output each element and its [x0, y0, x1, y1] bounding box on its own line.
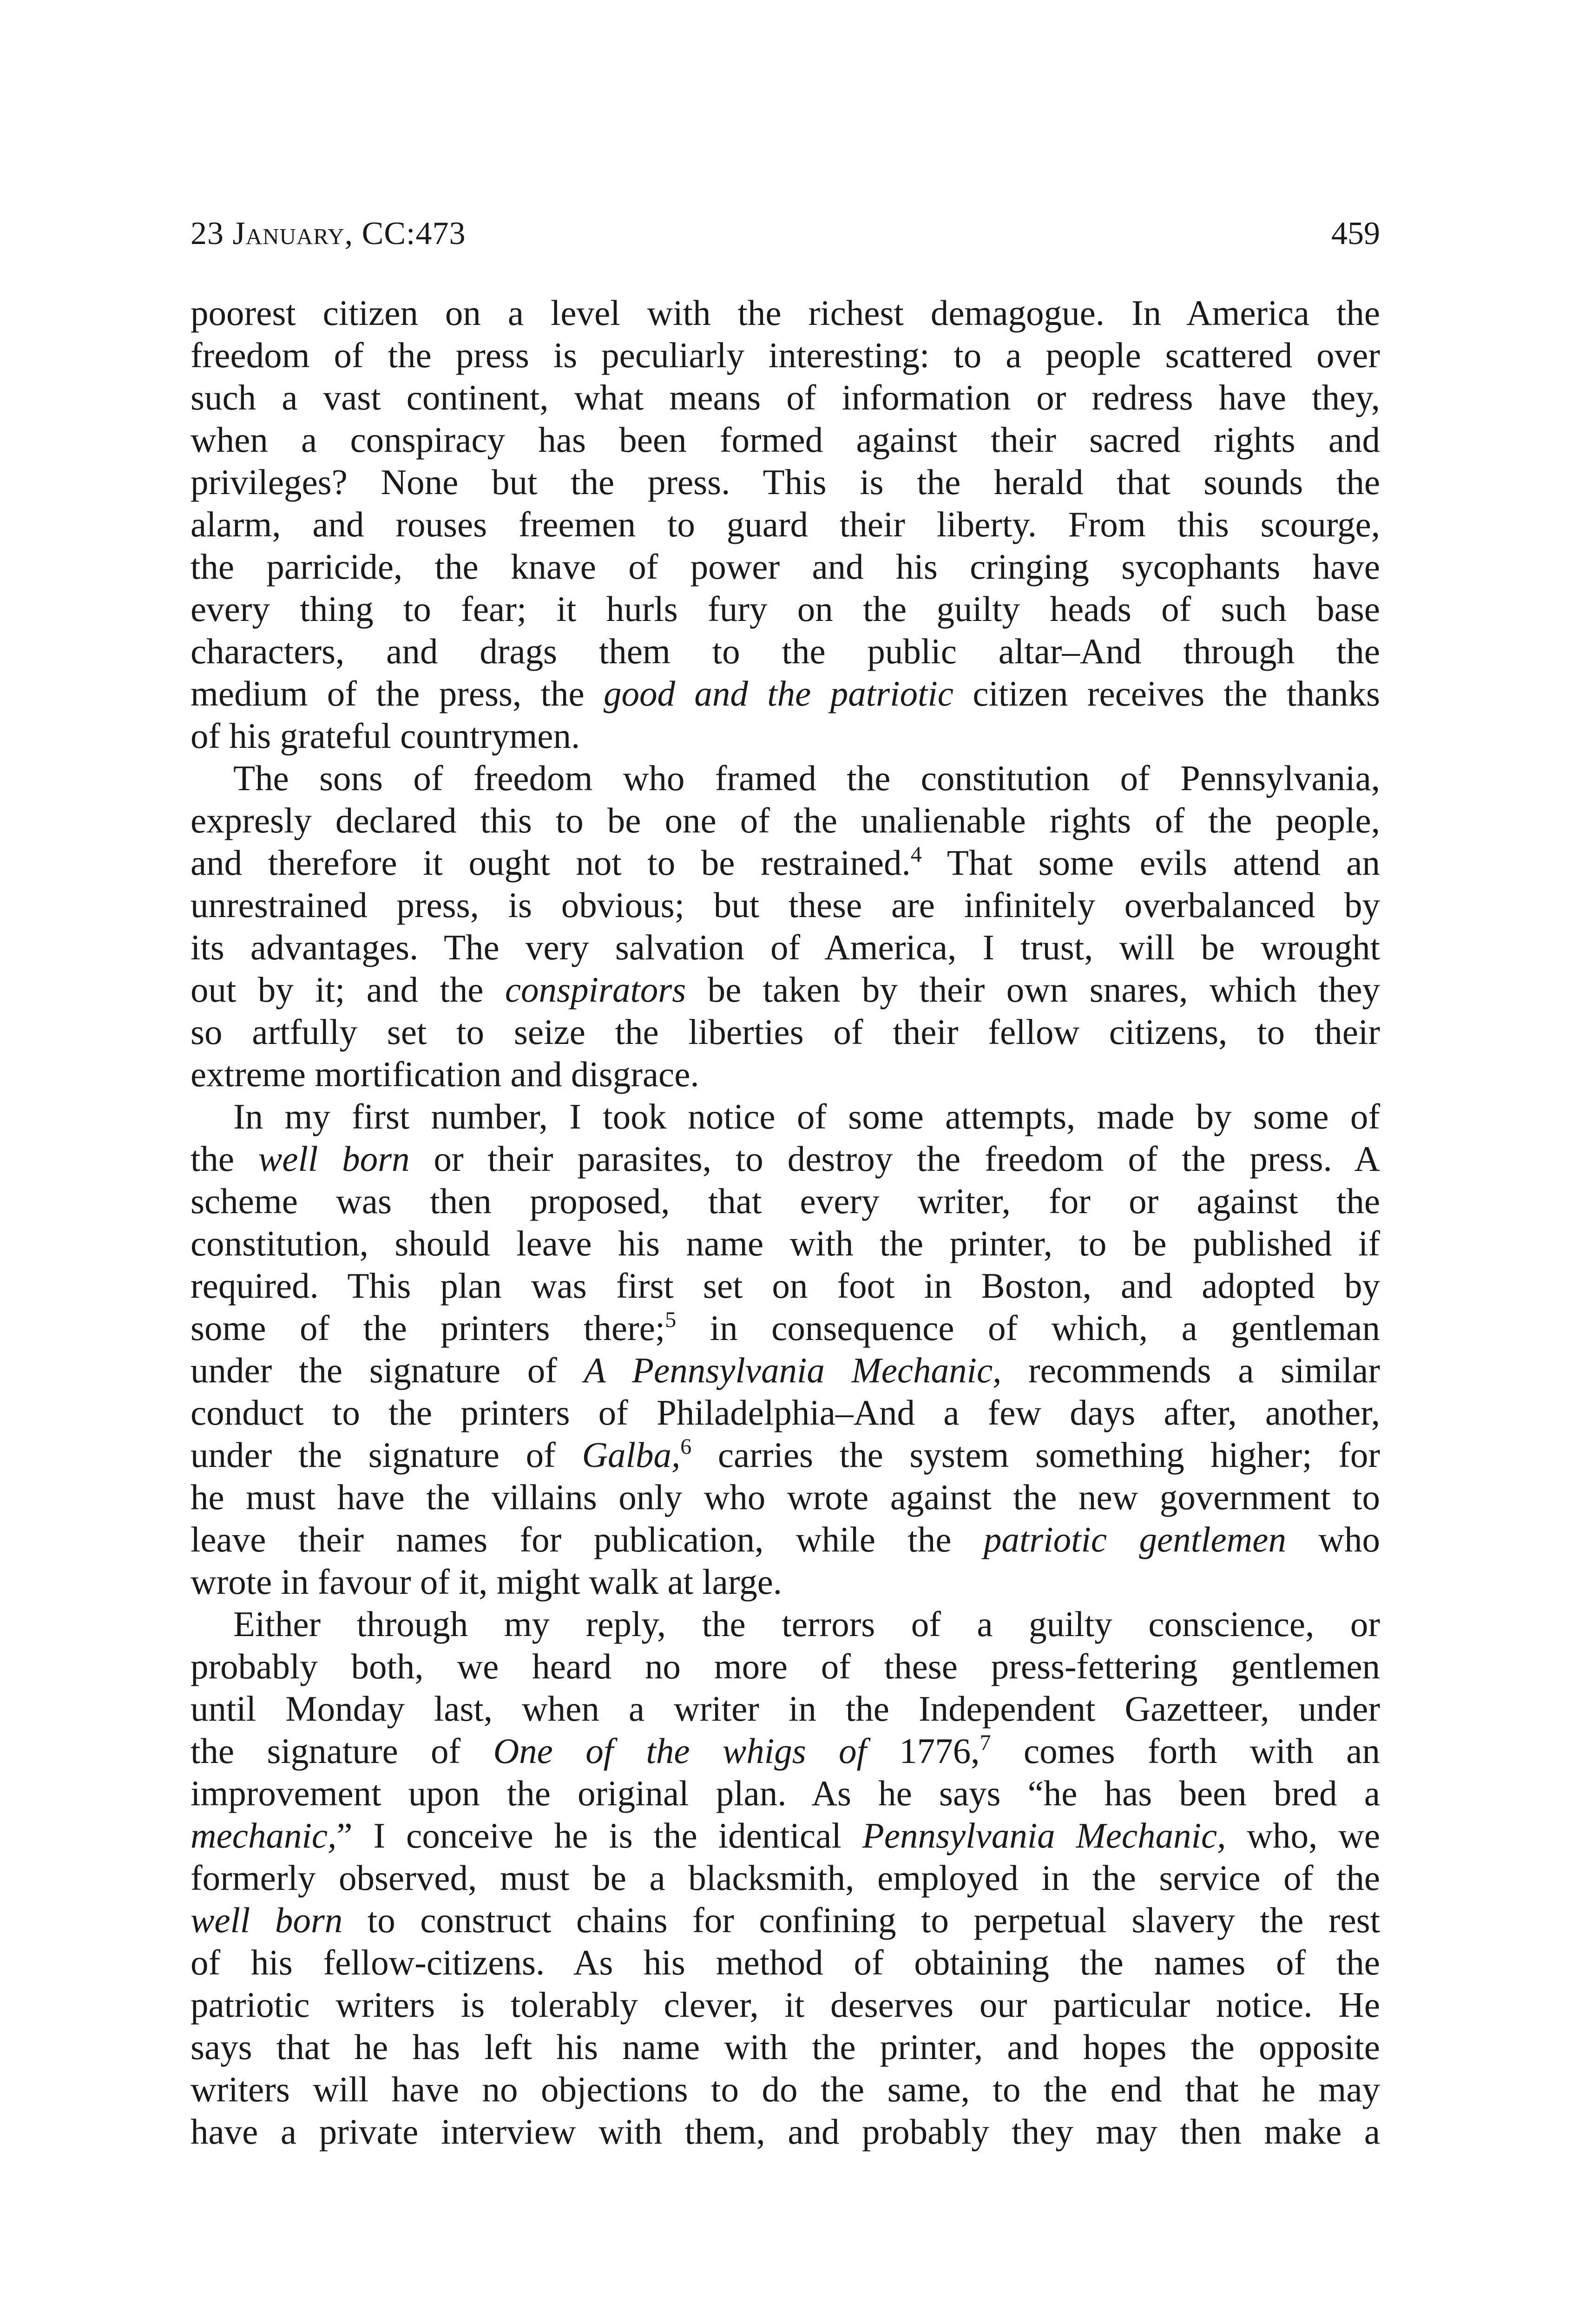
text-segment: The sons of freedom who framed the constitution of Pennsylvania, [233, 758, 1380, 798]
italic-text: Pennsylvania Mechanic, [862, 1816, 1226, 1855]
text-line [191, 673, 1380, 715]
text-segment: That some evils attend an [921, 843, 1380, 883]
running-head-date: 23 [191, 216, 233, 251]
text-segment: until Monday last, when a writer in the Independent Gazetteer, under [191, 1689, 1380, 1729]
italic-text: good and the patriotic [604, 673, 953, 713]
text-line [191, 630, 1380, 673]
text-segment: unrestrained press, is obvious; but these are infinitely overbalanced by [191, 885, 1380, 925]
text-segment: leave their names for publication, while the [191, 1519, 984, 1559]
text-segment: the signature of [191, 1731, 493, 1771]
italic-text: well born [258, 1139, 410, 1179]
text-segment: under the signature of [191, 1350, 584, 1390]
text-segment: formerly observed, must be a blacksmith, employed in the service of the [191, 1858, 1380, 1898]
text-line [191, 588, 1380, 630]
text-segment: scheme was then proposed, that every writer, for or against the [191, 1181, 1380, 1221]
text-line [191, 1222, 1380, 1265]
text-segment: probably both, we heard no more of these press-fettering gentlemen [191, 1646, 1380, 1686]
text-segment: conduct to the printers of Philadelphia–And a few days after, another, [191, 1393, 1380, 1433]
text-segment: under the signature of [191, 1435, 582, 1475]
italic-text: conspirators [505, 970, 686, 1010]
text-segment: writers will have no objections to do the same, to the end that he may [191, 2069, 1380, 2109]
text-line [191, 546, 1380, 588]
text-segment: such a vast continent, what means of information or redress have they, [191, 377, 1380, 417]
italic-text: One of the whigs of [493, 1731, 867, 1771]
text-line [191, 1561, 1380, 1603]
text-segment: carries the system something higher; for [691, 1435, 1381, 1475]
text-segment: In my first number, I took notice of some attempts, made by some of [233, 1096, 1380, 1136]
text-segment: extreme mortification and disgrace. [191, 1054, 699, 1094]
text-segment: have a private interview with them, and probably they may then make a [191, 2112, 1380, 2152]
text-segment: constitution, should leave his name with the printer, to be published if [191, 1223, 1380, 1263]
text-segment: freedom of the press is peculiarly interesting: to a people scattered over [191, 335, 1380, 375]
text-line [191, 1053, 1380, 1096]
text-line [191, 1349, 1380, 1392]
text-line [191, 1730, 1380, 1772]
italic-text: Galba, [582, 1435, 681, 1475]
text-segment: required. This plan was first set on foot in Boston, and adopted by [191, 1266, 1380, 1306]
text-segment: and therefore it ought not to be restrained. [191, 843, 911, 883]
text-line [191, 1011, 1380, 1053]
text-line [191, 969, 1380, 1011]
text-line [191, 419, 1380, 461]
text-line [191, 1815, 1380, 1857]
text-segment: he must have the villains only who wrote against the new government to [191, 1477, 1380, 1517]
text-segment: who [1286, 1519, 1380, 1559]
text-segment: citizen receives the thanks [953, 673, 1380, 713]
text-segment: every thing to fear; it hurls fury on the guilty heads of such base [191, 589, 1380, 629]
text-segment: be taken by their own snares, which they [686, 970, 1380, 1010]
text-segment: to construct chains for confining to perpetual slavery the rest [342, 1900, 1380, 1940]
text-line [191, 461, 1380, 503]
italic-text: well born [191, 1900, 343, 1940]
text-line [191, 1899, 1380, 1941]
italic-text: patriotic gentlemen [983, 1519, 1286, 1559]
text-segment: out by it; and the [191, 970, 505, 1010]
italic-text: mechanic, [191, 1816, 337, 1855]
text-segment: medium of the press, the [191, 673, 604, 713]
footnote-marker: 5 [665, 1307, 677, 1332]
text-line [191, 884, 1380, 926]
text-line [191, 376, 1380, 419]
text-line [191, 1519, 1380, 1561]
footnote-marker: 4 [910, 842, 922, 867]
text-line [191, 1476, 1380, 1519]
text-line [191, 1307, 1380, 1349]
text-line [191, 1772, 1380, 1815]
text-segment: characters, and drags them to the public altar–And through the [191, 631, 1380, 671]
text-segment: improvement upon the original plan. As he says “he has been bred a [191, 1773, 1380, 1813]
page-header [191, 208, 1380, 259]
text-line [191, 926, 1380, 969]
text-segment: recommends a similar [1001, 1350, 1380, 1390]
text-line [191, 1941, 1380, 1984]
text-segment: in consequence of which, a gentleman [676, 1308, 1380, 1348]
footnote-marker: 7 [980, 1730, 991, 1755]
text-line [191, 334, 1380, 376]
text-line [191, 292, 1380, 334]
text-segment: alarm, and rouses freemen to guard their liberty. From this scourge, [191, 504, 1380, 544]
text-segment: who, we [1226, 1816, 1381, 1855]
text-segment: comes forth with an [991, 1731, 1380, 1771]
text-line [191, 799, 1380, 842]
italic-text: A Pennsylvania Mechanic, [584, 1350, 1002, 1390]
text-line [191, 1096, 1380, 1138]
text-line [191, 842, 1380, 884]
running-head-month: January [232, 216, 345, 251]
running-head [191, 208, 466, 259]
text-segment: of his grateful countrymen. [191, 716, 580, 756]
text-segment: says that he has left his name with the printer, and hopes the opposite [191, 2027, 1380, 2067]
text-segment: some of the printers there; [191, 1308, 665, 1348]
text-segment: Either through my reply, the terrors of a guilty conscience, or [233, 1604, 1380, 1644]
text-line [191, 1265, 1380, 1307]
running-head-ref: , CC:473 [344, 216, 466, 251]
text-segment: expresly declared this to be one of the unalienable rights of the people, [191, 800, 1380, 840]
text-segment: wrote in favour of it, might walk at large. [191, 1562, 782, 1602]
text-line [191, 715, 1380, 757]
text-line [191, 2026, 1380, 2068]
text-segment: its advantages. The very salvation of America, I trust, will be wrought [191, 927, 1380, 967]
body-text [191, 292, 1380, 2153]
text-line [191, 1857, 1380, 1899]
text-line [191, 2068, 1380, 2111]
text-line [191, 1645, 1380, 1688]
text-segment: the [191, 1139, 258, 1179]
text-segment: privileges? None but the press. This is the herald that sounds the [191, 462, 1380, 502]
text-segment: of his fellow-citizens. As his method of obtaining the names of the [191, 1942, 1380, 1982]
text-line [191, 2111, 1380, 2153]
text-line [191, 1138, 1380, 1180]
text-line [191, 757, 1380, 799]
text-line [191, 1434, 1380, 1476]
text-line [191, 1688, 1380, 1730]
text-segment: or their parasites, to destroy the freedom of the press. A [409, 1139, 1380, 1179]
text-segment: 1776, [866, 1731, 980, 1771]
text-segment: when a conspiracy has been formed against their sacred rights and [191, 420, 1380, 460]
text-segment: so artfully set to seize the liberties of their fellow citizens, to their [191, 1012, 1380, 1052]
text-line [191, 1392, 1380, 1434]
page-number: 459 [1331, 216, 1380, 251]
text-line [191, 503, 1380, 546]
footnote-marker: 6 [680, 1434, 692, 1459]
text-segment: the parricide, the knave of power and his cringing sycophants have [191, 547, 1380, 587]
text-segment: patriotic writers is tolerably clever, it deserves our particular notice. He [191, 1985, 1380, 2025]
text-line [191, 1984, 1380, 2026]
text-segment: ” I conceive he is the identical [336, 1816, 862, 1855]
text-line [191, 1180, 1380, 1222]
text-line [191, 1603, 1380, 1645]
text-segment: poorest citizen on a level with the richest demagogue. In America the [191, 293, 1380, 333]
